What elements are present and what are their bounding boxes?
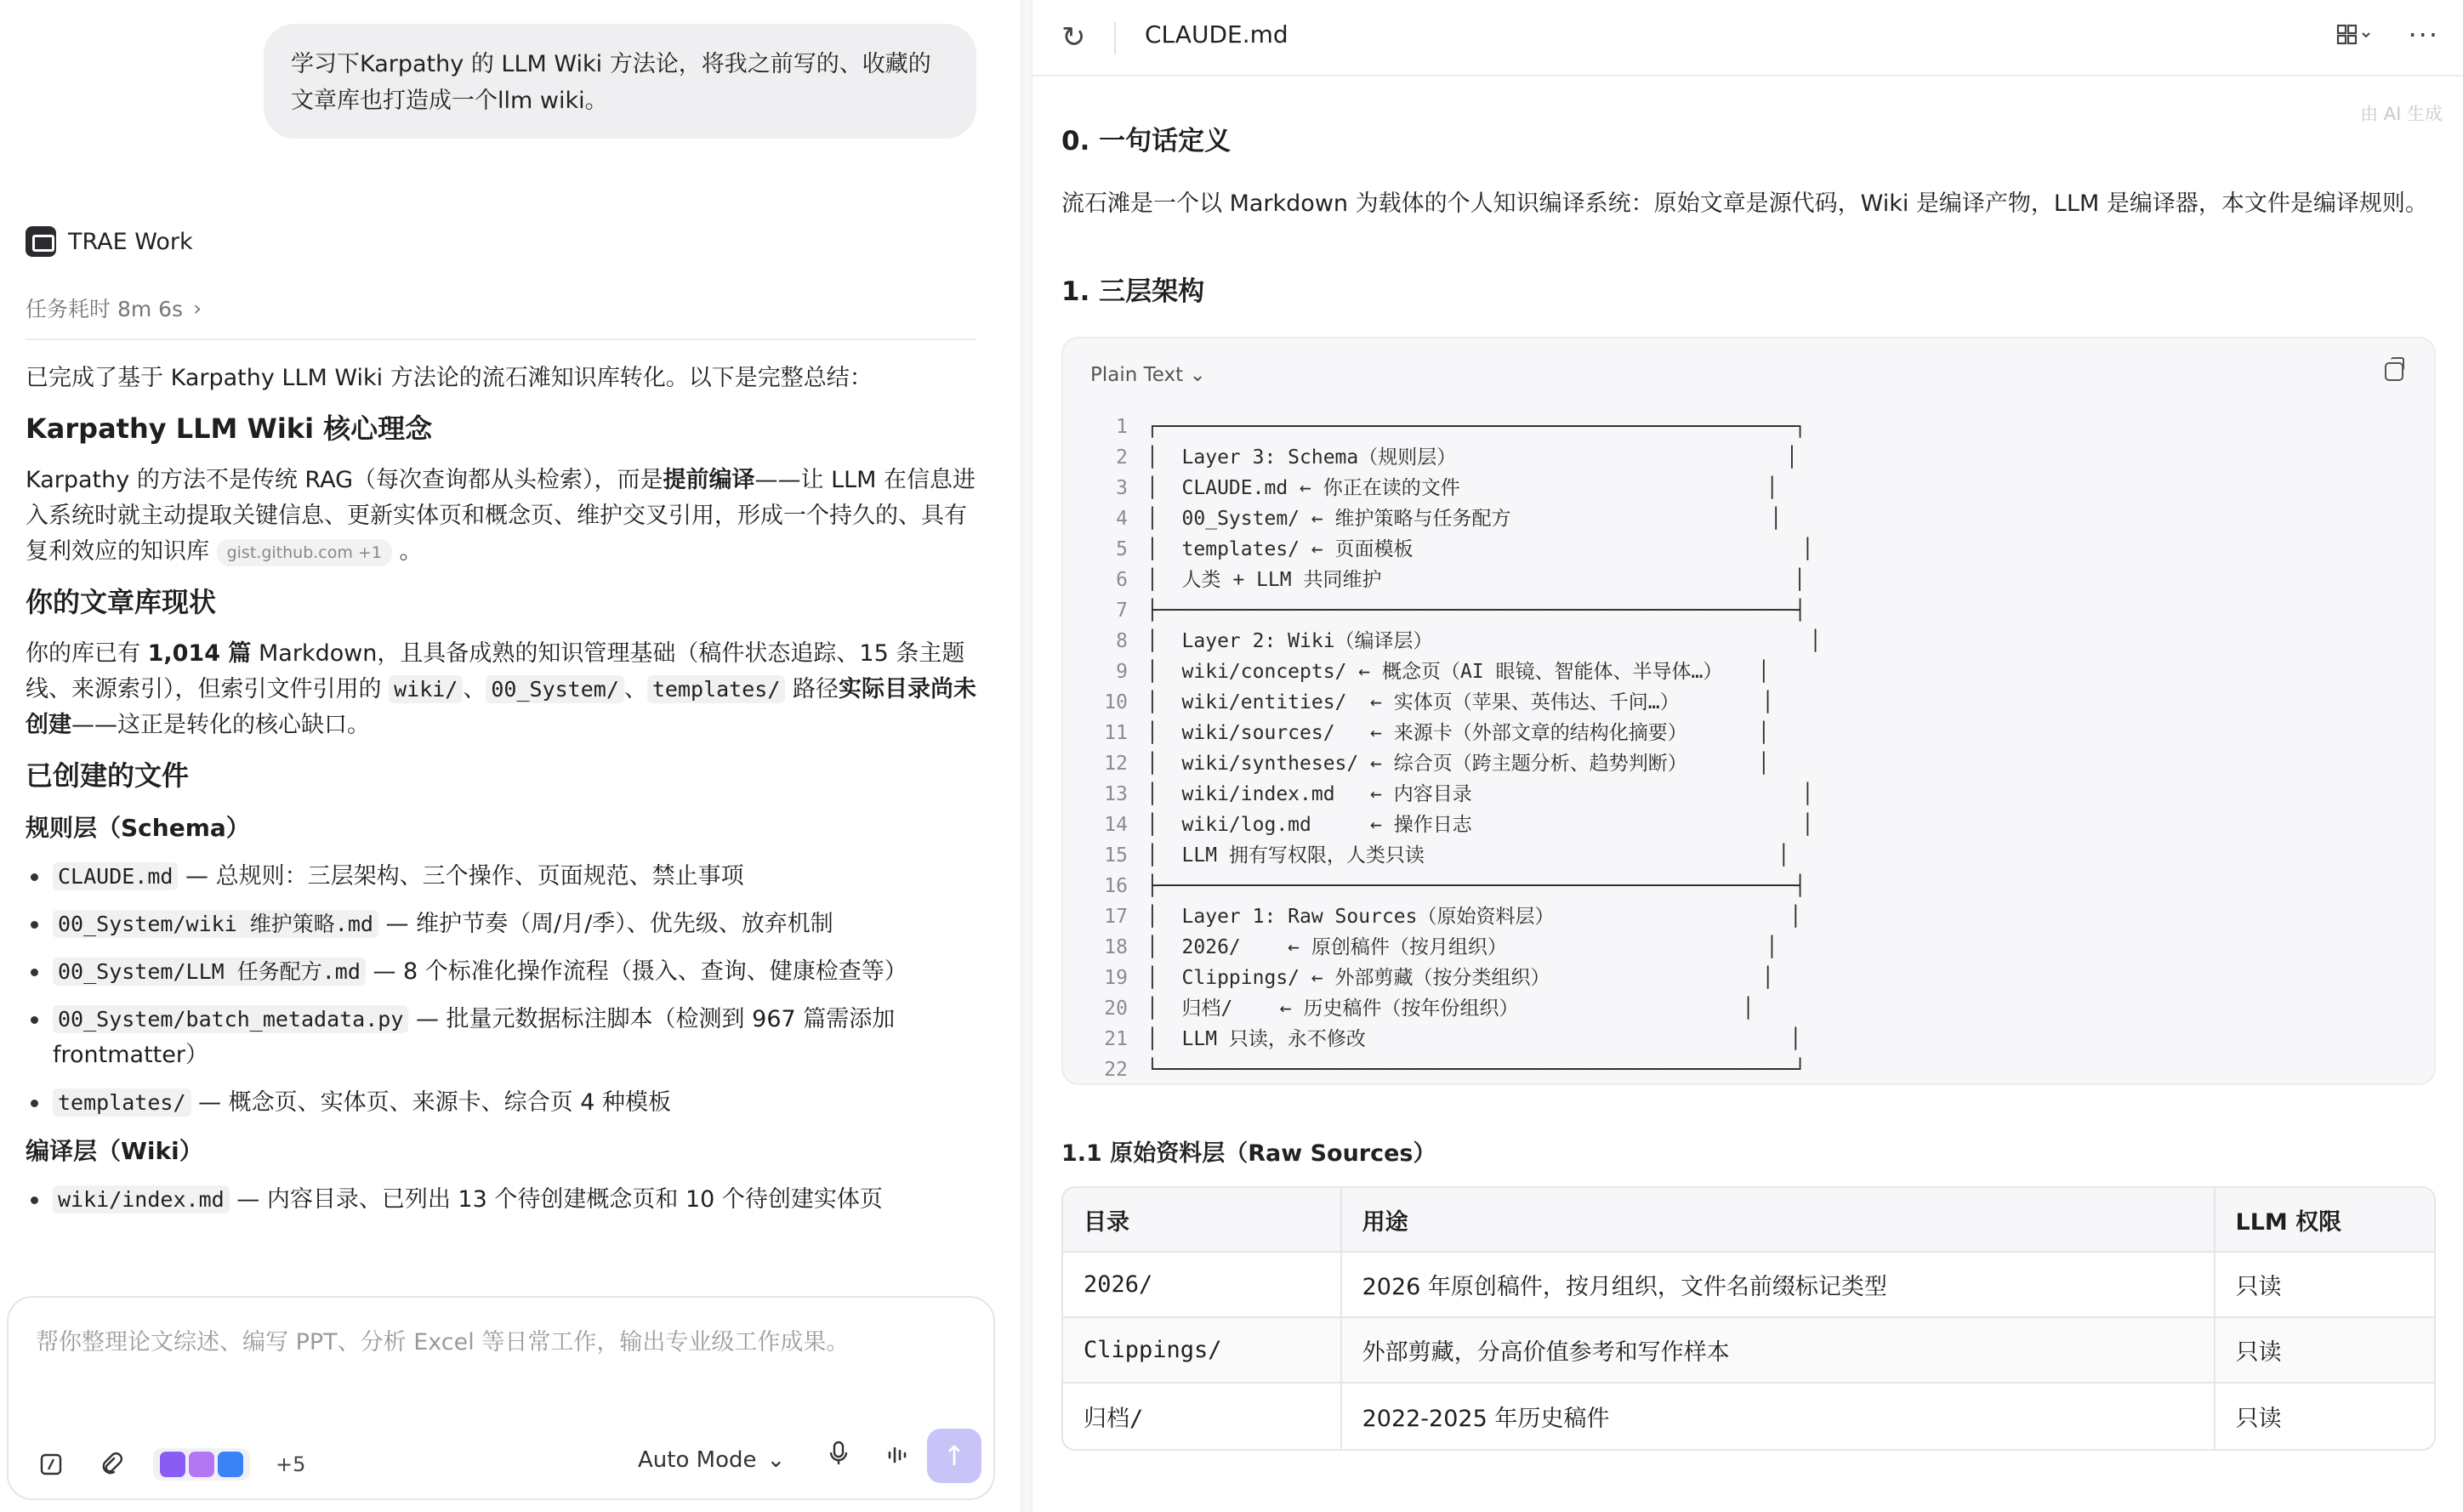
chevron-right-icon: › — [193, 295, 202, 321]
image-app-icon — [189, 1452, 214, 1477]
toolbar-separator — [1114, 22, 1116, 54]
microphone-icon[interactable] — [827, 1440, 850, 1473]
code-line — [1089, 901, 1822, 932]
code-line — [1089, 595, 1822, 626]
code-line — [1089, 534, 1822, 565]
code-line — [1089, 871, 1822, 901]
line-number: 18 — [1104, 936, 1128, 958]
code-language-label: Plain Text — [1090, 364, 1184, 386]
code-line — [1089, 1054, 1822, 1085]
sep: 、 — [623, 676, 647, 702]
heading-schema: 规则层（Schema） — [26, 814, 250, 842]
list-item — [26, 907, 976, 942]
code-lines — [1089, 412, 1822, 1085]
code-line — [1089, 748, 1822, 779]
table-cell: 2026/ — [1063, 1253, 1342, 1318]
code-line — [1089, 932, 1822, 963]
code-text: ┌──────────────────────────────────────────────────────┐ — [1146, 416, 1806, 438]
code-text: │ wiki/concepts/ ← 概念页（AI 眼镜、智能体、半导体…） │ — [1146, 661, 1770, 683]
line-number: 19 — [1104, 967, 1128, 989]
chat-pane — [0, 0, 1021, 1512]
heading-core: Karpathy LLM Wiki 核心理念 — [26, 412, 433, 445]
chevron-down-icon: ⌄ — [1189, 364, 1206, 386]
core-text-1: Karpathy 的方法不是传统 RAG（每次查询都从头检索），而是 — [26, 467, 663, 493]
definition-paragraph: 流石滩是一个以 Markdown 为载体的个人知识编译系统：原始文章是源代码，Wiki 是编译产物，LLM 是编译器，本文件是编译规则。 — [1061, 190, 2428, 217]
table-cell: 只读 — [2235, 1406, 2282, 1432]
list-item — [26, 954, 976, 990]
line-number: 22 — [1104, 1059, 1128, 1081]
code-text: │ Layer 3: Schema（规则层） │ — [1146, 446, 1798, 469]
refresh-icon[interactable]: ↻ — [1061, 20, 1086, 54]
line-number: 1 — [1116, 416, 1128, 438]
line-number: 15 — [1104, 844, 1128, 867]
table-header: LLM 权限 — [2216, 1188, 2435, 1253]
table-cell: 只读 — [2216, 1253, 2435, 1318]
core-text-2: ——让 LLM 在信息进入系统时就主动提取关键信息、更新实体页和概念页、维护交叉引用，形成一个持久的、具有复利效应的知识库 — [26, 467, 976, 565]
bird-app-icon — [218, 1452, 243, 1477]
table-header: 用途 — [1342, 1188, 2216, 1253]
pane-divider[interactable] — [1021, 0, 1032, 1512]
copy-icon[interactable] — [2385, 362, 2403, 381]
task-time-label: 任务耗时 8m 6s — [26, 297, 184, 321]
agent-response — [26, 361, 976, 1230]
inline-code: 00_System/LLM 任务配方.md — [53, 958, 366, 986]
line-number: 12 — [1104, 753, 1128, 775]
list-item — [26, 1182, 976, 1218]
inline-code: wiki/ — [389, 675, 463, 703]
code-language-selector[interactable] — [1090, 364, 1206, 386]
heading-wiki: 编译层（Wiki） — [26, 1137, 203, 1165]
wiki-list — [26, 1182, 976, 1218]
table-header-row — [1063, 1188, 2434, 1253]
inline-code: 00_System/ — [486, 675, 624, 703]
table-cell: Clippings/ — [1063, 1318, 1342, 1384]
heading-created: 已创建的文件 — [26, 759, 190, 792]
list-item-text: — 维护节奏（周/月/季）、优先级、放弃机制 — [378, 911, 833, 937]
code-line — [1089, 565, 1822, 595]
code-text: │ Clippings/ ← 外部剪藏（按分类组织） │ — [1146, 967, 1774, 989]
subsection-heading-1-1: 1.1 原始资料层（Raw Sources） — [1061, 1140, 1436, 1167]
schema-list — [26, 859, 976, 1121]
line-number: 16 — [1104, 875, 1128, 897]
chevron-down-icon: ⌄ — [766, 1447, 786, 1473]
section-heading-1: 1. 三层架构 — [1061, 276, 1205, 307]
line-number: 14 — [1104, 814, 1128, 836]
line-number: 17 — [1104, 906, 1128, 928]
agent-logo-icon — [26, 226, 56, 257]
line-number: 7 — [1116, 600, 1128, 622]
code-line — [1089, 687, 1822, 718]
line-number: 8 — [1116, 630, 1128, 652]
line-number: 20 — [1104, 998, 1128, 1020]
line-number: 11 — [1104, 722, 1128, 744]
code-line — [1089, 779, 1822, 810]
raw-sources-table — [1061, 1186, 2436, 1451]
inline-code: CLAUDE.md — [53, 862, 178, 890]
line-number: 21 — [1104, 1028, 1128, 1050]
code-line — [1089, 657, 1822, 687]
code-text: │ LLM 只读，永不修改 │ — [1146, 1028, 1802, 1050]
inline-code: 00_System/wiki 维护策略.md — [53, 910, 378, 938]
code-line — [1089, 810, 1822, 840]
doc-title: CLAUDE.md — [1145, 20, 1288, 48]
inline-code: wiki/index.md — [53, 1185, 230, 1214]
agent-header — [26, 226, 193, 257]
inline-code: templates/ — [53, 1089, 191, 1117]
table-cell: 外部剪藏，分高价值参考和写作样本 — [1342, 1318, 2216, 1384]
send-button[interactable] — [927, 1429, 981, 1483]
list-item-text: — 批量元数据标注脚本（检测到 967 篇需添加 frontmatter） — [53, 1006, 896, 1068]
code-line — [1089, 626, 1822, 657]
composer-tools — [34, 1447, 305, 1481]
table-row — [1063, 1253, 2434, 1318]
layout-menu-button[interactable] — [2335, 22, 2373, 54]
code-text: │ wiki/index.md ← 内容目录 │ — [1146, 783, 1814, 805]
table-cell: 2022-2025 年历史稿件 — [1342, 1384, 2216, 1449]
status-text-a: 你的库已有 — [26, 640, 148, 667]
code-text: └──────────────────────────────────────────────────────┘ — [1146, 1059, 1806, 1081]
table-row — [1063, 1384, 2434, 1449]
line-number: 4 — [1116, 508, 1128, 530]
status-bold-count: 1,014 篇 — [147, 640, 252, 667]
code-text: │ 00_System/ ← 维护策略与任务配方 │ — [1146, 508, 1783, 530]
line-number: 2 — [1116, 446, 1128, 469]
doc-toolbar — [1032, 0, 2463, 77]
slash-command-icon[interactable] — [34, 1447, 68, 1481]
code-line — [1089, 442, 1822, 473]
list-item-text: — 总规则：三层架构、三个操作、页面规范、禁止事项 — [178, 863, 744, 890]
code-line — [1089, 503, 1822, 534]
more-apps-count[interactable]: +5 — [276, 1452, 306, 1476]
core-end: 。 — [399, 538, 423, 565]
code-text: │ LLM 拥有写权限，人类只读 │ — [1146, 844, 1790, 867]
app-icons[interactable] — [153, 1448, 250, 1481]
line-number: 3 — [1116, 477, 1128, 499]
code-text: │ templates/ ← 页面模板 │ — [1146, 538, 1814, 560]
code-line — [1089, 473, 1822, 503]
code-text: │ wiki/log.md ← 操作日志 │ — [1146, 814, 1814, 836]
code-line — [1089, 718, 1822, 748]
table-row — [1063, 1318, 2434, 1384]
code-text: ├──────────────────────────────────────────────────────┤ — [1146, 875, 1806, 897]
section-heading-0: 0. 一句话定义 — [1061, 126, 1232, 156]
code-text: ├──────────────────────────────────────────────────────┤ — [1146, 600, 1806, 622]
list-item-text: — 8 个标准化操作流程（摄入、查询、健康检查等） — [365, 958, 907, 985]
code-text: │ Layer 2: Wiki（编译层） │ — [1146, 630, 1822, 652]
status-bold-gap: 实际目录尚未创建 — [26, 676, 976, 738]
code-line — [1089, 1024, 1822, 1054]
code-text: │ CLAUDE.md ← 你正在读的文件 │ — [1146, 477, 1778, 499]
divider — [26, 338, 976, 340]
code-block — [1061, 337, 2436, 1085]
status-paragraph — [26, 636, 976, 743]
table-cell: 只读 — [2216, 1318, 2435, 1384]
core-bold: 提前编译 — [663, 467, 755, 493]
list-item-text: — 概念页、实体页、来源卡、综合页 4 种模板 — [191, 1089, 672, 1116]
list-item — [26, 1002, 976, 1073]
doc-content — [1061, 119, 2436, 1451]
heading-status: 你的文章库现状 — [26, 586, 217, 618]
more-icon[interactable]: ··· — [2408, 19, 2439, 51]
code-text: │ 人类 + LLM 共同维护 │ — [1146, 569, 1806, 591]
composer-input[interactable]: 帮你整理论文综述、编写 PPT、分析 Excel 等日常工作，输出专业级工作成果。 — [36, 1329, 850, 1356]
ai-generated-badge: 由 AI 生成 — [2360, 104, 2443, 124]
list-item — [26, 1085, 976, 1121]
code-text: │ 2026/ ← 原创稿件（按月组织） │ — [1146, 936, 1778, 958]
composer[interactable] — [7, 1296, 995, 1500]
mode-label: Auto Mode — [638, 1447, 757, 1473]
intro-text: 已完成了基于 Karpathy LLM Wiki 方法论的流石滩知识库转化。以下是完整总结： — [26, 365, 873, 391]
line-number: 10 — [1104, 691, 1128, 713]
status-text-b: Markdown，且具备成熟的知识管理基础（稿件状态追踪、15 条主题线、来源索引），但索引文件引用的 — [26, 640, 965, 702]
code-line — [1089, 993, 1822, 1024]
list-item-text: — 内容目录、已列出 13 个待创建概念页和 10 个待创建实体页 — [229, 1186, 883, 1213]
table-cell: 归档/ — [1063, 1384, 1342, 1449]
voice-wave-icon[interactable] — [886, 1443, 910, 1473]
task-time-toggle[interactable] — [26, 293, 202, 323]
status-text-c: 路径 — [785, 676, 839, 702]
table-header: 目录 — [1063, 1188, 1342, 1253]
sep: 、 — [463, 676, 486, 702]
video-app-icon — [160, 1452, 185, 1477]
code-text: │ wiki/entities/ ← 实体页（苹果、英伟达、千问…） │ — [1146, 691, 1774, 713]
core-paragraph — [26, 463, 976, 570]
code-text: │ 归档/ ← 历史稿件（按年份组织） │ — [1146, 998, 1755, 1020]
code-line — [1089, 840, 1822, 871]
code-text: │ Layer 1: Raw Sources（原始资料层） │ — [1146, 906, 1802, 928]
inline-code: 00_System/batch_metadata.py — [53, 1005, 408, 1033]
document-pane — [1032, 0, 2463, 1512]
status-text-d: ——这正是转化的核心缺口。 — [71, 712, 370, 738]
code-text: │ wiki/sources/ ← 来源卡（外部文章的结构化摘要） │ — [1146, 722, 1770, 744]
code-line — [1089, 963, 1822, 993]
inline-code: templates/ — [647, 675, 786, 703]
code-text: │ wiki/syntheses/ ← 综合页（跨主题分析、趋势判断） │ — [1146, 753, 1770, 775]
arrow-up-icon: ↑ — [942, 1440, 966, 1472]
agent-name: TRAE Work — [68, 228, 193, 255]
line-number: 9 — [1116, 661, 1128, 683]
citation-chip[interactable]: gist.github.com +1 — [217, 539, 392, 566]
line-number: 5 — [1116, 538, 1128, 560]
list-item — [26, 859, 976, 895]
attach-icon[interactable] — [94, 1447, 128, 1481]
code-line — [1089, 412, 1822, 442]
mode-selector[interactable] — [638, 1447, 785, 1473]
table-cell: 2026 年原创稿件，按月组织，文件名前缀标记类型 — [1342, 1253, 2216, 1318]
line-number: 13 — [1104, 783, 1128, 805]
line-number: 6 — [1116, 569, 1128, 591]
user-message: 学习下Karpathy 的 LLM Wiki 方法论，将我之前写的、收藏的文章库也打造成一个llm wiki。 — [264, 24, 976, 139]
